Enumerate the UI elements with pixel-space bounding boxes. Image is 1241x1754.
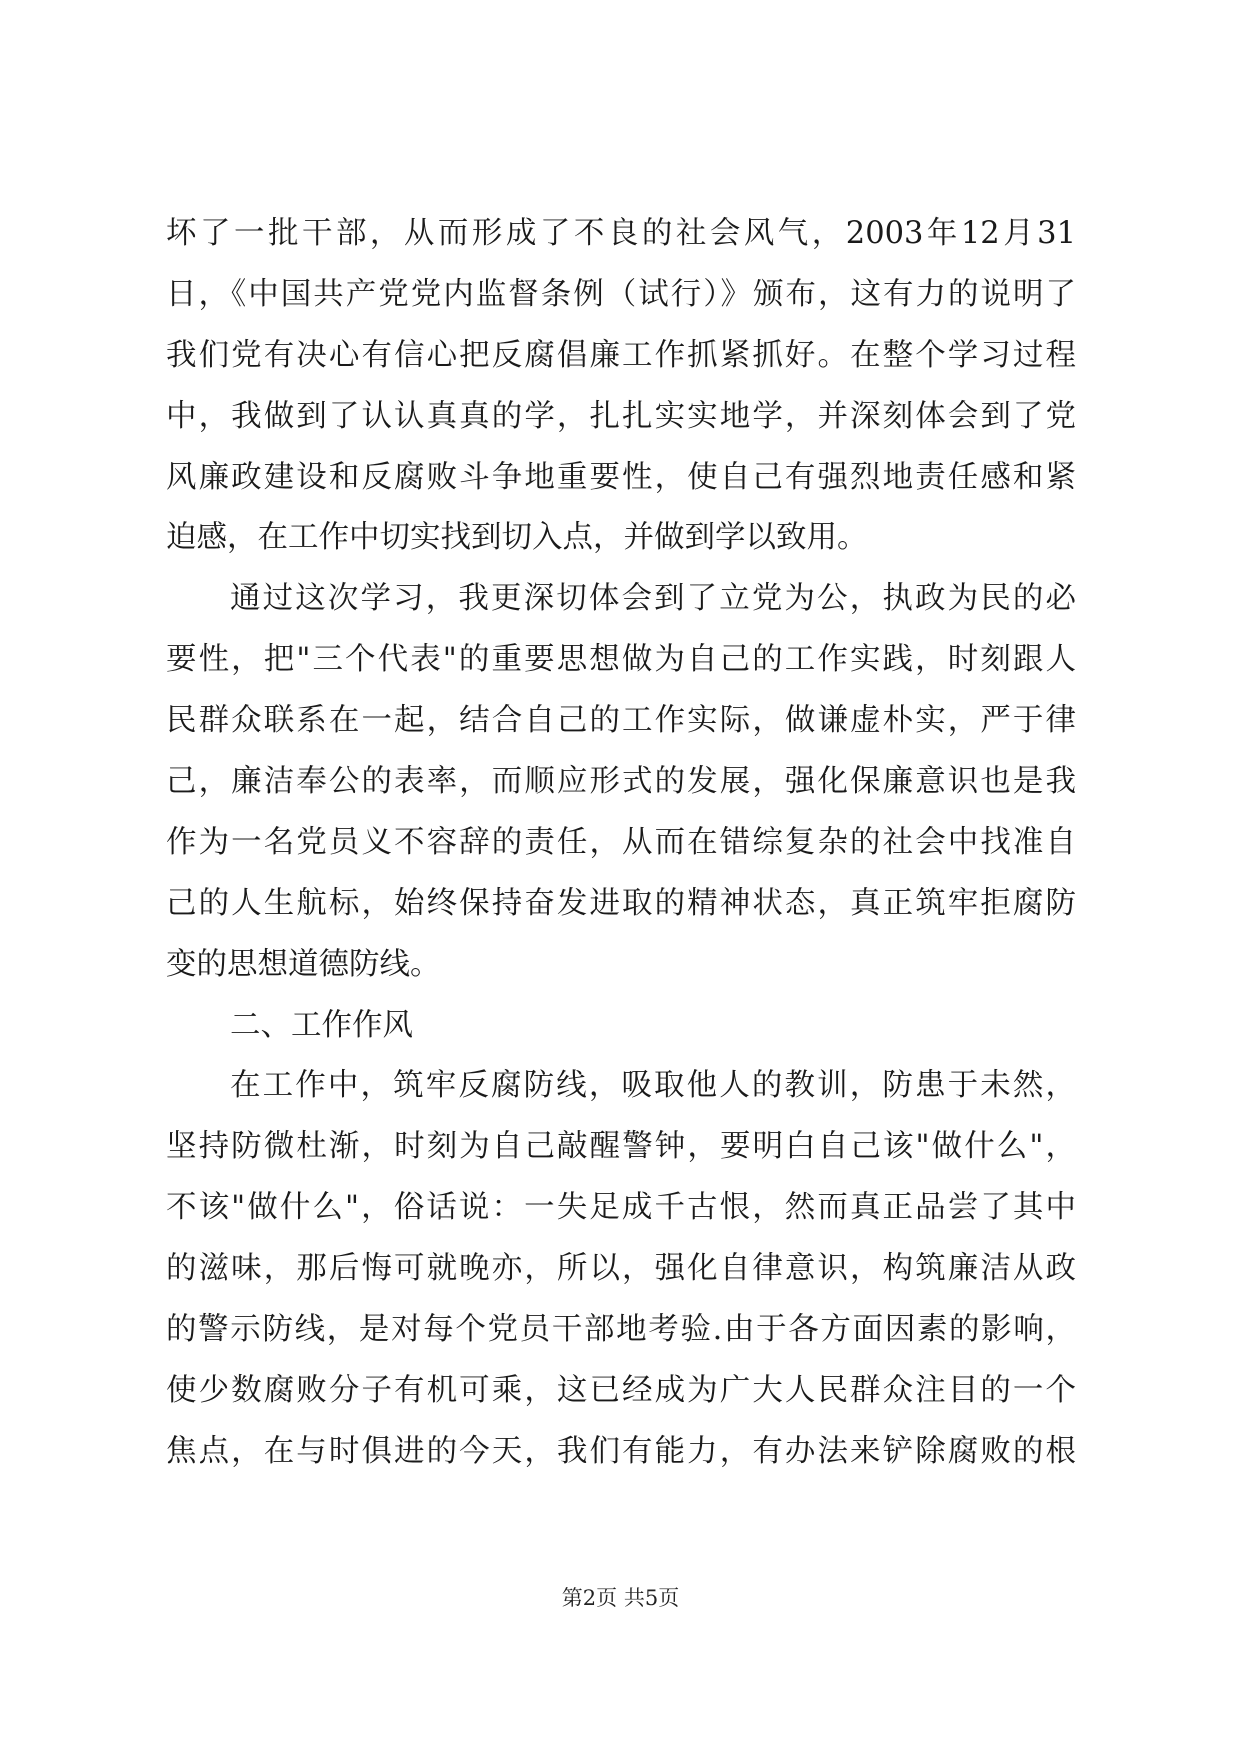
text-line: 迫感，在工作中切实找到切入点，并做到学以致用。 bbox=[166, 520, 868, 556]
text-line: 日，《中国共产党党内监督条例（试行）》颁布，这有力的说明了 bbox=[166, 276, 1076, 312]
text-line: 通过这次学习，我更深切体会到了立党为公，执政为民的必 bbox=[230, 581, 1076, 617]
text-line: 作为一名党员义不容辞的责任，从而在错综复杂的社会中找准自 bbox=[166, 824, 1076, 860]
text-line: 要性，把"三个代表"的重要思想做为自己的工作实践，时刻跟人 bbox=[166, 642, 1076, 678]
text-line: 风廉政建设和反腐败斗争地重要性，使自己有强烈地责任感和紧 bbox=[166, 459, 1076, 495]
text-line: 己，廉洁奉公的表率，而顺应形式的发展，强化保廉意识也是我 bbox=[166, 764, 1076, 800]
text-line: 坚持防微杜渐，时刻为自己敲醒警钟，要明白自己该"做什么"， bbox=[166, 1129, 1076, 1165]
text-line: 使少数腐败分子有机可乘，这已经成为广大人民群众注目的一个 bbox=[166, 1372, 1076, 1408]
text-line: 不该"做什么"，俗话说：一失足成千古恨，然而真正品尝了其中 bbox=[166, 1190, 1076, 1226]
text-line: 的滋味，那后悔可就晚亦，所以，强化自律意识，构筑廉洁从政 bbox=[166, 1251, 1076, 1287]
text-line: 变的思想道德防线。 bbox=[166, 946, 441, 982]
text-line: 在工作中，筑牢反腐防线，吸取他人的教训，防患于未然， bbox=[230, 1068, 1076, 1104]
document-body bbox=[166, 204, 1076, 1483]
text-line: 焦点，在与时俱进的今天，我们有能力，有办法来铲除腐败的根 bbox=[166, 1433, 1076, 1469]
page-footer: 第2页 共5页 bbox=[561, 1586, 680, 1610]
text-line: 己的人生航标，始终保持奋发进取的精神状态，真正筑牢拒腐防 bbox=[166, 885, 1076, 921]
text-line: 中，我做到了认认真真的学，扎扎实实地学，并深刻体会到了党 bbox=[166, 398, 1076, 434]
text-line: 我们党有决心有信心把反腐倡廉工作抓紧抓好。在整个学习过程 bbox=[166, 337, 1076, 373]
text-line: 的警示防线，是对每个党员干部地考验.由于各方面因素的影响， bbox=[166, 1312, 1076, 1348]
text-line: 民群众联系在一起，结合自己的工作实际，做谦虚朴实，严于律 bbox=[166, 703, 1076, 739]
text-line: 二、工作作风 bbox=[230, 1007, 413, 1043]
text-line: 坏了一批干部，从而形成了不良的社会风气，2003年12月31 bbox=[166, 216, 1076, 251]
